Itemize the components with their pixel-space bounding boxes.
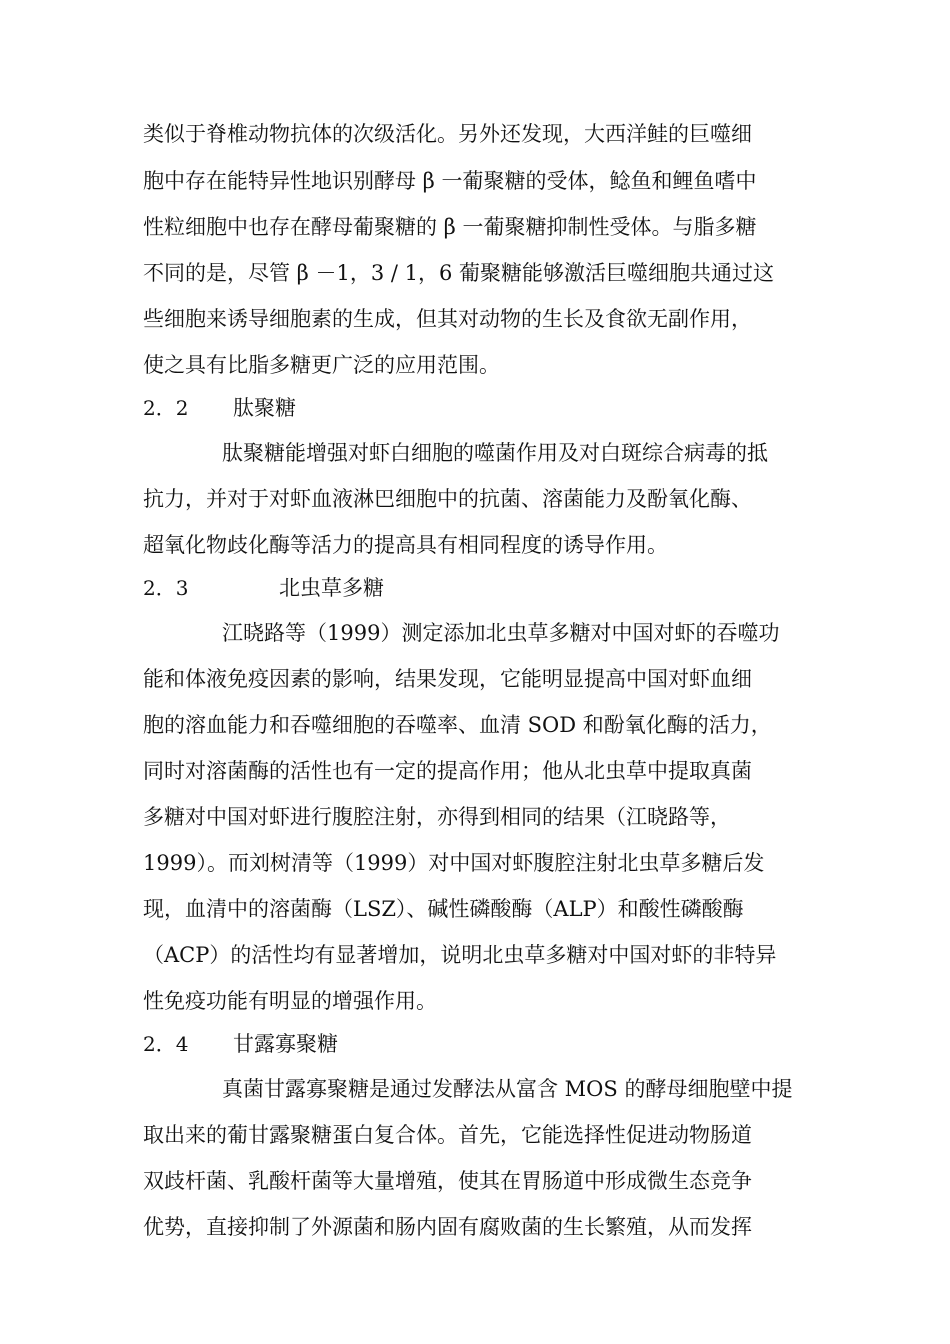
paragraph-line: 性粒细胞中也存在酵母葡聚糖的 β 一葡聚糖抑制性受体。与脂多糖 (143, 215, 757, 239)
paragraph-line: 胞的溶血能力和吞噬细胞的吞噬率、血清 SOD 和酚氧化酶的活力， (143, 713, 772, 737)
paragraph-line: 江晓路等（1999）测定添加北虫草多糖对中国对虾的吞噬功 (222, 621, 780, 645)
paragraph-line: 些细胞来诱导细胞素的生成，但其对动物的生长及食欲无副作用， (143, 307, 752, 331)
paragraph-line: 1999）。而刘树清等（1999）对中国对虾腹腔注射北虫草多糖后发 (143, 851, 765, 875)
section-title: 北虫草多糖 (279, 576, 384, 600)
paragraph-line: 性免疫功能有明显的增强作用。 (143, 989, 437, 1013)
section-title: 甘露寡聚糖 (233, 1032, 338, 1056)
paragraph-line: 类似于脊椎动物抗体的次级活化。另外还发现，大西洋鲑的巨噬细 (143, 122, 752, 146)
paragraph-line: 胞中存在能特异性地识别酵母 β 一葡聚糖的受体，鲶鱼和鲤鱼嗜中 (143, 169, 757, 193)
paragraph-line: 多糖对中国对虾进行腹腔注射，亦得到相同的结果（江晓路等， (143, 805, 731, 829)
paragraph-line: 能和体液免疫因素的影响，结果发现，它能明显提高中国对虾血细 (143, 667, 752, 691)
paragraph-line: 超氧化物歧化酶等活力的提高具有相同程度的诱导作用。 (143, 533, 668, 557)
paragraph-line: 双歧杆菌、乳酸杆菌等大量增殖，使其在胃肠道中形成微生态竞争 (143, 1169, 752, 1193)
paragraph-line: 同时对溶菌酶的活性也有一定的提高作用；他从北虫草中提取真菌 (143, 759, 752, 783)
section-number: 2．4 (143, 1032, 189, 1056)
section-title: 肽聚糖 (233, 396, 296, 420)
paragraph-line: 使之具有比脂多糖更广泛的应用范围。 (143, 353, 500, 377)
paragraph-line: （ACP）的活性均有显著增加，说明北虫草多糖对中国对虾的非特异 (143, 943, 777, 967)
paragraph-line: 抗力，并对于对虾血液淋巴细胞中的抗菌、溶菌能力及酚氧化酶、 (143, 487, 752, 511)
section-number: 2．3 (143, 576, 189, 600)
paragraph-line: 现，血清中的溶菌酶（LSZ）、碱性磷酸酶（ALP）和酸性磷酸酶 (143, 897, 744, 921)
paragraph-line: 真菌甘露寡聚糖是通过发酵法从富含 MOS 的酵母细胞壁中提 (222, 1077, 793, 1101)
paragraph-line: 不同的是，尽管 β －1，3 / 1，6 葡聚糖能够激活巨噬细胞共通过这 (143, 261, 775, 285)
paragraph-line: 优势，直接抑制了外源菌和肠内固有腐败菌的生长繁殖，从而发挥 (143, 1215, 752, 1239)
paragraph-line: 取出来的葡甘露聚糖蛋白复合体。首先，它能选择性促进动物肠道 (143, 1123, 752, 1147)
paragraph-line: 肽聚糖能增强对虾白细胞的噬菌作用及对白斑综合病毒的抵 (222, 441, 768, 465)
section-number: 2．2 (143, 396, 189, 420)
